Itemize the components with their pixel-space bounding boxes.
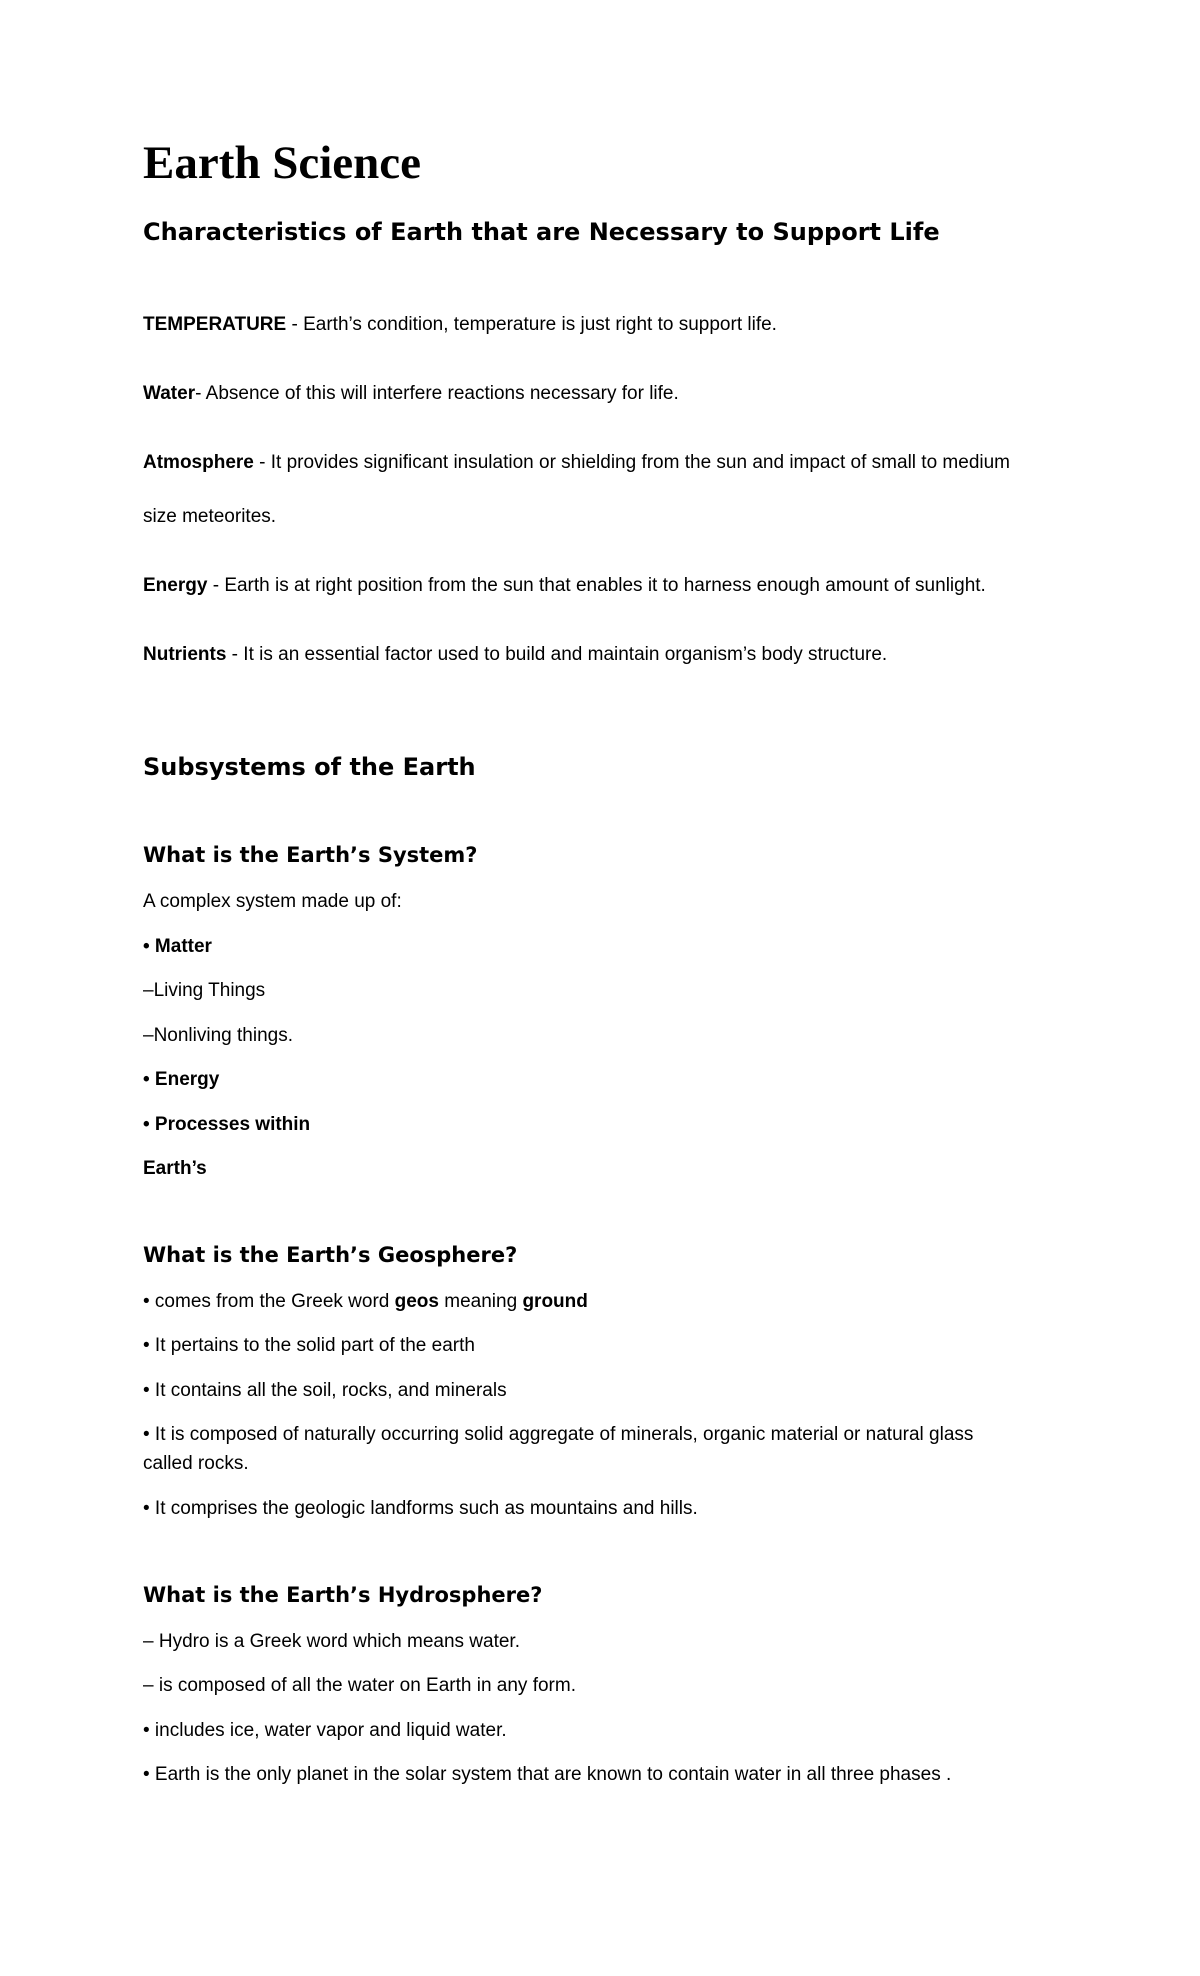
characteristic-atmosphere-continued: size meteorites. bbox=[143, 506, 277, 527]
term-geos: geos bbox=[394, 1291, 439, 1312]
characteristic-energy bbox=[143, 576, 986, 595]
system-item-living: –Living Things bbox=[143, 980, 266, 1001]
hydrosphere-line: – is composed of all the water on Earth in any form. bbox=[143, 1675, 576, 1696]
hydrosphere-line: • Earth is the only planet in the solar system that are known to contain water in all three phases . bbox=[143, 1764, 952, 1785]
text-segment: meaning bbox=[438, 1291, 523, 1312]
term-description: It is an essential factor used to build and maintain organism’s body structure. bbox=[243, 644, 888, 665]
term-description: Earth’s condition, temperature is just right to support life. bbox=[303, 314, 777, 335]
term-description: Earth is at right position from the sun that enables it to harness enough amount of sunlight. bbox=[224, 575, 986, 596]
geosphere-heading: What is the Earth’s Geosphere? bbox=[143, 1243, 518, 1267]
system-item-nonliving: –Nonliving things. bbox=[143, 1025, 293, 1046]
geosphere-line: • It contains all the soil, rocks, and minerals bbox=[143, 1380, 507, 1401]
document-subtitle: Characteristics of Earth that are Necessary to Support Life bbox=[143, 218, 940, 246]
document-title: Earth Science bbox=[143, 137, 422, 189]
characteristic-temperature bbox=[143, 315, 777, 334]
system-item-matter: • Matter bbox=[143, 936, 212, 957]
geosphere-line-greek bbox=[143, 1292, 588, 1311]
term-separator: - bbox=[286, 314, 304, 335]
hydrosphere-line: • includes ice, water vapor and liquid water. bbox=[143, 1720, 507, 1741]
term-description: Absence of this will interfere reactions necessary for life. bbox=[205, 383, 679, 404]
system-heading: What is the Earth’s System? bbox=[143, 843, 478, 867]
term-label: TEMPERATURE bbox=[143, 314, 287, 335]
text-segment: • comes from the Greek word bbox=[143, 1291, 395, 1312]
term-separator: - bbox=[226, 644, 244, 665]
term-separator: - bbox=[195, 383, 206, 404]
geosphere-line: • It pertains to the solid part of the earth bbox=[143, 1335, 475, 1356]
characteristic-nutrients bbox=[143, 645, 887, 664]
term-label: Energy bbox=[143, 575, 208, 596]
system-item-earths: Earth’s bbox=[143, 1158, 207, 1179]
term-label: Atmosphere bbox=[143, 452, 254, 473]
term-label: Nutrients bbox=[143, 644, 227, 665]
term-separator: - bbox=[253, 452, 271, 473]
term-label: Water bbox=[143, 383, 196, 404]
characteristic-water bbox=[143, 384, 679, 403]
system-item-processes: • Processes within bbox=[143, 1114, 311, 1135]
term-separator: - bbox=[207, 575, 225, 596]
hydrosphere-line: – Hydro is a Greek word which means water. bbox=[143, 1631, 520, 1652]
term-description: It provides significant insulation or shielding from the sun and impact of small to medium bbox=[270, 452, 1010, 473]
term-ground: ground bbox=[522, 1291, 588, 1312]
hydrosphere-heading: What is the Earth’s Hydrosphere? bbox=[143, 1583, 543, 1607]
geosphere-line: • It is composed of naturally occurring solid aggregate of minerals, organic material or natural glass bbox=[143, 1424, 974, 1445]
system-intro: A complex system made up of: bbox=[143, 891, 402, 912]
characteristic-atmosphere bbox=[143, 453, 1010, 472]
geosphere-line-continued: called rocks. bbox=[143, 1453, 249, 1474]
subsystems-heading: Subsystems of the Earth bbox=[143, 753, 476, 781]
geosphere-line: • It comprises the geologic landforms such as mountains and hills. bbox=[143, 1498, 698, 1519]
system-item-energy: • Energy bbox=[143, 1069, 220, 1090]
